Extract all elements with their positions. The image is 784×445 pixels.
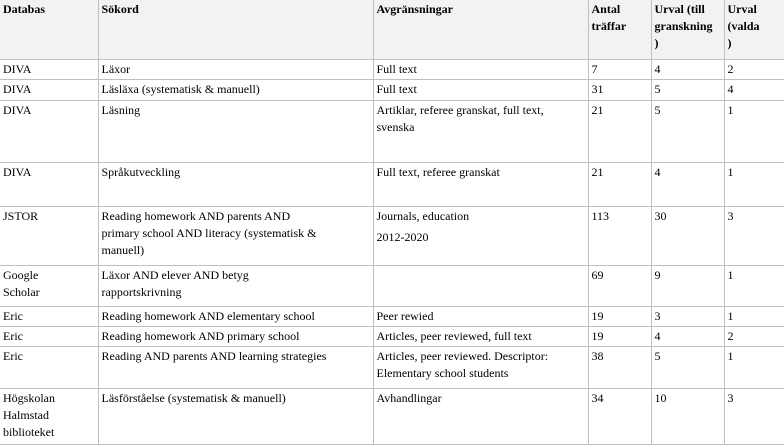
cell-antal: 69 (588, 265, 651, 306)
cell-databas (0, 265, 98, 306)
cell-valda: 2 (724, 326, 784, 346)
cell-avgransningar: Full text (373, 79, 588, 100)
cell-valda: 1 (724, 306, 784, 326)
cell-databas (0, 388, 98, 444)
cell-databas: Eric (0, 346, 98, 388)
table-row (0, 326, 784, 346)
cell-valda: 4 (724, 79, 784, 100)
cell-sokord: Reading AND parents AND learning strategies (98, 346, 373, 388)
cell-antal: 31 (588, 79, 651, 100)
cell-antal: 34 (588, 388, 651, 444)
cell-valda: 1 (724, 346, 784, 388)
header-urval-granskning-line: ) (654, 36, 659, 50)
cell-databas: DIVA (0, 79, 98, 100)
cell-databas: DIVA (0, 59, 98, 79)
cell-sokord-line: manuell) (101, 242, 145, 257)
cell-antal: 38 (588, 346, 651, 388)
cell-sokord: Läsning (98, 100, 373, 162)
cell-granskning: 4 (651, 59, 724, 79)
cell-sokord: Läsläxa (systematisk & manuell) (98, 79, 373, 100)
cell-avgransningar: Full text, referee granskat (373, 162, 588, 206)
header-urval-valda-line: ) (727, 36, 732, 50)
cell-avgransningar (373, 206, 588, 265)
table-row (0, 79, 784, 100)
cell-sokord (98, 265, 373, 306)
header-urval-granskning-line: Urval (till (654, 2, 705, 16)
table-row (0, 388, 784, 444)
header-antal-line: Antal (591, 2, 621, 16)
cell-antal: 19 (588, 306, 651, 326)
header-urval-granskning (651, 0, 724, 59)
cell-avgransningar-line: Journals, education (376, 208, 470, 223)
cell-granskning: 4 (651, 162, 724, 206)
cell-avgransningar (373, 265, 588, 306)
cell-avgransningar-line: Articles, peer reviewed. Descriptor: (376, 348, 549, 363)
cell-databas: DIVA (0, 100, 98, 162)
cell-valda: 1 (724, 162, 784, 206)
cell-granskning: 3 (651, 306, 724, 326)
header-urval-valda-line: Urval (727, 2, 757, 16)
header-urval-granskning-line: granskning (654, 19, 713, 33)
cell-avgransningar-line: svenska (376, 119, 415, 134)
table-row (0, 206, 784, 265)
table-row (0, 265, 784, 306)
cell-valda: 3 (724, 388, 784, 444)
cell-avgransningar-line: 2012-2020 (376, 229, 429, 244)
cell-granskning: 5 (651, 79, 724, 100)
cell-granskning: 9 (651, 265, 724, 306)
cell-antal: 21 (588, 162, 651, 206)
header-antal-traffar (588, 0, 651, 59)
cell-granskning: 4 (651, 326, 724, 346)
cell-sokord-line: Reading homework AND parents AND (101, 208, 291, 223)
cell-sokord: Reading homework AND elementary school (98, 306, 373, 326)
cell-valda: 1 (724, 265, 784, 306)
header-antal-line: träffar (591, 19, 627, 33)
cell-avgransningar-line: Artiklar, referee granskat, full text, (376, 102, 544, 117)
cell-databas: JSTOR (0, 206, 98, 265)
cell-avgransningar: Full text (373, 59, 588, 79)
cell-granskning: 10 (651, 388, 724, 444)
cell-sokord-line: primary school AND literacy (systematisk & (101, 225, 317, 240)
cell-granskning: 30 (651, 206, 724, 265)
cell-databas: Eric (0, 306, 98, 326)
cell-sokord-line: Läxor AND elever AND betyg (101, 267, 249, 282)
table-row (0, 59, 784, 79)
cell-antal: 19 (588, 326, 651, 346)
header-urval-valda-line: (valda (727, 19, 760, 33)
cell-avgransningar-line: Elementary school students (376, 365, 509, 380)
cell-valda: 2 (724, 59, 784, 79)
cell-sokord: Läxor (98, 59, 373, 79)
cell-databas-line: biblioteket (3, 424, 55, 439)
header-databas: Databas (0, 0, 98, 59)
cell-databas-line: Scholar (3, 284, 40, 299)
table-header-row (0, 0, 784, 59)
cell-sokord: Läsförståelse (systematisk & manuell) (98, 388, 373, 444)
cell-antal: 21 (588, 100, 651, 162)
cell-sokord-line: rapportskrivning (101, 284, 182, 299)
header-avgransningar: Avgränsningar (373, 0, 588, 59)
cell-databas-line: Google (3, 267, 39, 282)
cell-databas: Eric (0, 326, 98, 346)
table-row (0, 306, 784, 326)
cell-databas-line: Halmstad (3, 407, 49, 422)
cell-valda: 1 (724, 100, 784, 162)
cell-antal: 113 (588, 206, 651, 265)
cell-sokord: Reading homework AND primary school (98, 326, 373, 346)
table-row (0, 346, 784, 388)
cell-avgransningar: Avhandlingar (373, 388, 588, 444)
cell-avgransningar (373, 100, 588, 162)
cell-granskning: 5 (651, 346, 724, 388)
cell-sokord (98, 206, 373, 265)
cell-sokord: Språkutveckling (98, 162, 373, 206)
table-row (0, 162, 784, 206)
cell-granskning: 5 (651, 100, 724, 162)
cell-valda: 3 (724, 206, 784, 265)
table-row (0, 100, 784, 162)
header-sokord: Sökord (98, 0, 373, 59)
cell-databas: DIVA (0, 162, 98, 206)
cell-avgransningar: Peer rewied (373, 306, 588, 326)
cell-avgransningar (373, 346, 588, 388)
cell-avgransningar: Articles, peer reviewed, full text (373, 326, 588, 346)
cell-antal: 7 (588, 59, 651, 79)
header-urval-valda (724, 0, 784, 59)
cell-databas-line: Högskolan (3, 390, 55, 405)
